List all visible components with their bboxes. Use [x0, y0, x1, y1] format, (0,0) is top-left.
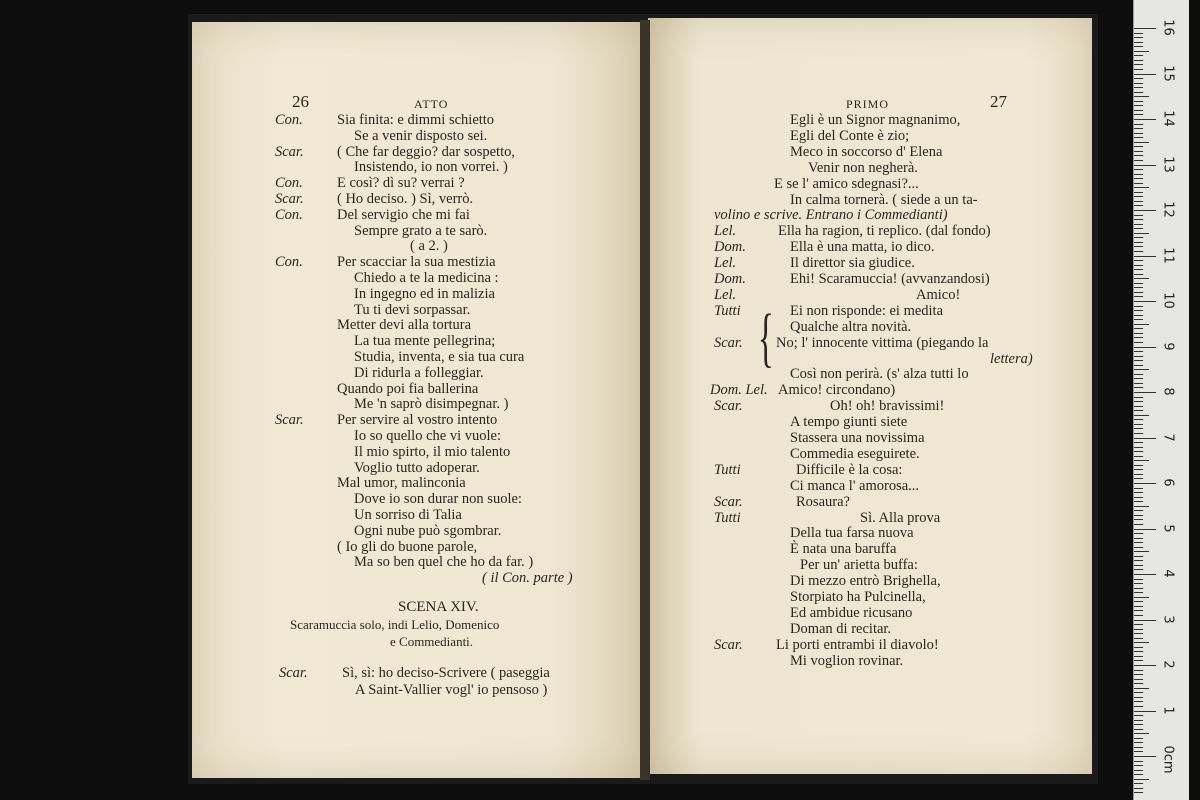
scena-subtitle-2: e Commedianti. — [390, 634, 474, 649]
ruler-tick — [1134, 387, 1143, 388]
ruler-number: 12 — [1160, 201, 1176, 218]
verse-line: volino e scrive. Entrano i Commedianti) — [714, 207, 948, 224]
ruler-tick — [1134, 315, 1143, 316]
speaker-label: Scar. — [714, 493, 743, 510]
ruler-tick — [1134, 310, 1143, 311]
ruler-tick — [1134, 560, 1143, 561]
ruler-tick — [1134, 683, 1143, 684]
verse-line: Per servire al vostro intento — [337, 412, 498, 429]
verse-line: Li porti entrambi il diavolo! — [776, 636, 939, 653]
ruler-tick — [1134, 347, 1156, 348]
ruler-tick — [1134, 742, 1143, 743]
ruler-tick — [1134, 624, 1143, 625]
scena-title: SCENA XIV. — [398, 599, 479, 615]
ruler-tick — [1134, 469, 1143, 470]
verse-line: Amico! — [916, 286, 961, 303]
speaker-label: Dom. — [714, 271, 746, 287]
ruler-tick — [1134, 69, 1143, 70]
ruler-tick — [1134, 205, 1143, 206]
ruler-tick — [1134, 274, 1143, 275]
verse-line: ( Io gli do buone parole, — [337, 538, 478, 555]
ruler-number: 11 — [1160, 246, 1176, 264]
verse-line: Venir non negherà. — [808, 159, 918, 176]
verse-line: Quando poi fia ballerina — [337, 380, 479, 397]
right-page-number: 27 — [990, 92, 1007, 111]
ruler-tick — [1134, 701, 1143, 702]
ruler-number: 5 — [1160, 523, 1176, 533]
ruler-tick — [1134, 92, 1143, 93]
ruler-tick — [1134, 242, 1143, 243]
ruler-tick — [1134, 260, 1143, 261]
ruler-tick — [1134, 51, 1149, 52]
ruler-number: 15 — [1160, 64, 1176, 82]
verse-line: Il mio spirto, il mio talento — [354, 443, 511, 460]
ruler-tick — [1134, 278, 1149, 279]
ruler-tick — [1134, 788, 1143, 789]
ruler-tick — [1134, 128, 1143, 129]
ruler-tick — [1134, 337, 1143, 338]
ruler-tick — [1134, 783, 1143, 784]
ruler-tick — [1134, 342, 1143, 343]
ruler-tick — [1134, 442, 1143, 443]
ruler-tick — [1134, 46, 1143, 47]
ruler-tick — [1134, 488, 1143, 489]
speaker-label: Tutti — [714, 509, 741, 526]
verse-line: Dove io son durar non suole: — [354, 491, 522, 508]
ruler-tick — [1134, 196, 1143, 197]
ruler-tick — [1134, 151, 1143, 152]
verse-line: In calma tornerà. ( siede a un ta- — [790, 191, 978, 208]
ruler-tick — [1134, 219, 1143, 220]
ruler-tick — [1134, 774, 1143, 775]
ruler-tick — [1134, 365, 1143, 366]
ruler-tick — [1134, 283, 1143, 284]
ruler-tick — [1134, 592, 1143, 593]
ruler-tick — [1134, 306, 1143, 307]
verse-line: Io so quello che vi vuole: — [354, 428, 501, 444]
ruler-tick — [1134, 37, 1143, 38]
speaker-label: Con. — [275, 254, 303, 271]
verse-line: Studia, inventa, e sia tua cura — [354, 349, 525, 365]
verse-line: In ingegno ed in malizia — [354, 285, 495, 302]
verse-line: Ogni nube può sgombrar. — [354, 522, 502, 539]
verse-line: Egli è un Signor magnanimo, — [790, 112, 961, 128]
book-gutter — [640, 20, 650, 780]
ruler-tick — [1134, 287, 1143, 288]
ruler-tick — [1134, 114, 1143, 115]
ruler-tick — [1134, 110, 1143, 111]
verse-line: ( a 2. ) — [410, 238, 448, 255]
ruler-tick — [1134, 515, 1143, 516]
verse-line: Ei non risponde: ei medita — [790, 302, 944, 319]
ruler-tick — [1134, 101, 1143, 102]
verse-line: Un sorriso di Talia — [354, 507, 462, 523]
ruler-tick — [1134, 478, 1143, 479]
ruler-tick — [1134, 670, 1143, 671]
ruler-tick — [1134, 28, 1156, 29]
ruler-tick — [1134, 356, 1143, 357]
speaker-label: Lel. — [714, 255, 737, 272]
verse-line: ( Ho deciso. ) Sì, verrò. — [337, 191, 474, 207]
verse-line: Ehi! Scaramuccia! (avvanzandosi) — [790, 271, 990, 287]
ruler-tick — [1134, 456, 1143, 457]
ruler-tick — [1134, 265, 1143, 266]
ruler-tick — [1134, 533, 1143, 534]
ruler-tick — [1134, 178, 1143, 179]
verse-line: Sì, sì: ho deciso-Scrivere ( paseggia — [342, 665, 550, 681]
ruler-tick — [1134, 33, 1143, 34]
verse-line: Amico! circondano) — [778, 382, 896, 399]
ruler-tick — [1134, 42, 1143, 43]
ruler-number: 3 — [1160, 614, 1176, 624]
ruler-tick — [1134, 165, 1156, 166]
speaker-label: Tutti — [714, 302, 741, 319]
verse-line: Mi voglion rovinar. — [790, 652, 904, 669]
ruler-tick — [1134, 124, 1143, 125]
ruler-tick — [1134, 146, 1143, 147]
verse-line: Chiedo a te la medicina : — [354, 270, 499, 286]
ruler-tick — [1134, 647, 1143, 648]
ruler-tick — [1134, 301, 1156, 302]
ruler-tick — [1134, 401, 1143, 402]
ruler-tick — [1134, 651, 1143, 652]
ruler-tick — [1134, 556, 1143, 557]
scena-subtitle-1: Scaramuccia solo, indi Lelio, Domenico — [290, 617, 500, 632]
ruler-tick — [1134, 333, 1143, 334]
verse-line: Così non perirà. (s' alza tutti lo — [790, 366, 969, 383]
verse-line: Sempre grato a te sarò. — [354, 222, 488, 239]
ruler-tick — [1134, 451, 1143, 452]
speaker-label: Con. — [275, 206, 303, 223]
ruler-tick — [1134, 519, 1143, 520]
verse-line: Ella è una matta, io dico. — [790, 239, 935, 256]
verse-line: Sì. Alla prova — [860, 509, 941, 526]
verse-line: Metter devi alla tortura — [337, 317, 472, 334]
ruler-tick — [1134, 78, 1143, 79]
ruler-tick — [1134, 597, 1149, 598]
ruler-tick — [1134, 551, 1149, 552]
verse-line: Qualche altra novità. — [790, 318, 912, 335]
ruler-tick — [1134, 697, 1143, 698]
ruler-tick — [1134, 119, 1156, 120]
ruler-tick — [1134, 246, 1143, 247]
ruler-tick — [1134, 679, 1143, 680]
ruler-tick — [1134, 579, 1143, 580]
ruler-tick — [1134, 64, 1143, 65]
ruler-tick — [1134, 228, 1143, 229]
ruler-tick — [1134, 133, 1143, 134]
ruler-number: 1 — [1160, 705, 1176, 715]
ruler-tick — [1134, 642, 1149, 643]
speaker-label: Lel. — [714, 286, 737, 303]
verse-line: Se a venir disposto sei. — [354, 127, 488, 144]
ruler-tick — [1134, 615, 1143, 616]
ruler-number: 4 — [1160, 569, 1176, 578]
verse-line: Mal umor, malinconia — [337, 475, 466, 492]
ruler-tick — [1134, 779, 1149, 780]
ruler-tick — [1134, 524, 1143, 525]
speaker-label: Scar. — [714, 334, 743, 351]
ruler-tick — [1134, 369, 1149, 370]
verse-line: Voglio tutto adoperar. — [354, 459, 480, 476]
ruler-tick — [1134, 547, 1143, 548]
ruler-tick — [1134, 233, 1149, 234]
ruler-tick — [1134, 155, 1143, 156]
ruler-tick — [1134, 83, 1143, 84]
ruler-tick — [1134, 724, 1143, 725]
ruler-number: 10 — [1160, 292, 1176, 309]
ruler-tick — [1134, 374, 1143, 375]
verse-line: Me 'n saprò disimpegnar. ) — [354, 396, 509, 413]
verse-line: Il direttor sia giudice. — [790, 255, 915, 272]
ruler-tick — [1134, 733, 1149, 734]
ruler-tick — [1134, 529, 1156, 530]
ruler-tick — [1134, 105, 1143, 106]
ruler-tick — [1134, 474, 1143, 475]
ruler-tick — [1134, 751, 1143, 752]
ruler-tick — [1134, 588, 1143, 589]
ruler-tick — [1134, 351, 1143, 352]
ruler-tick — [1134, 720, 1143, 721]
verse-line: Della tua farsa nuova — [790, 525, 914, 542]
verse-line: No; l' innocente vittima (piegando la — [776, 334, 989, 351]
verse-line: A Saint-Vallier vogl' io pensoso ) — [355, 682, 548, 698]
ruler-tick — [1134, 187, 1149, 188]
speaker-label: Con. — [275, 175, 303, 192]
ruler-number: 2 — [1160, 660, 1176, 669]
ruler-tick — [1134, 610, 1143, 611]
ruler-tick — [1134, 256, 1156, 257]
ruler-tick — [1134, 433, 1143, 434]
ruler-tick — [1134, 169, 1143, 170]
speaker-label: Dom. — [714, 239, 746, 256]
verse-line: Per un' arietta buffa: — [800, 557, 918, 574]
ruler-tick — [1134, 319, 1143, 320]
speaker-label: Scar. — [275, 143, 304, 160]
ruler-tick — [1134, 574, 1156, 575]
ruler-tick — [1134, 665, 1156, 666]
ruler-tick — [1134, 201, 1143, 202]
left-page-number: 26 — [292, 92, 309, 111]
ruler-number: 7 — [1160, 432, 1176, 442]
verse-line: ( Che far deggio? dar sospetto, — [337, 143, 515, 160]
ruler-tick — [1134, 60, 1143, 61]
ruler-tick — [1134, 656, 1143, 657]
ruler-tick — [1134, 360, 1143, 361]
speaker-label: Scar. — [275, 191, 304, 207]
verse-line: Doman di recitar. — [790, 620, 892, 637]
ruler-tick — [1134, 729, 1143, 730]
brace-mark: { — [757, 301, 774, 374]
ruler-tick — [1134, 756, 1156, 757]
ruler-tick — [1134, 392, 1156, 393]
verse-line: Di mezzo entrò Brighella, — [790, 573, 941, 590]
verse-line: Tu ti devi sorpassar. — [354, 301, 471, 318]
ruler-tick — [1134, 438, 1156, 439]
ruler-tick — [1134, 415, 1149, 416]
ruler-tick — [1134, 538, 1143, 539]
ruler-tick — [1134, 419, 1143, 420]
verse-line: La tua mente pellegrina; — [354, 333, 496, 350]
ruler-number: 0cm — [1160, 745, 1176, 774]
ruler-tick — [1134, 87, 1143, 88]
verse-line: Per scacciar la sua mestizia — [337, 254, 496, 271]
ruler-tick — [1134, 497, 1143, 498]
ruler-tick — [1134, 638, 1143, 639]
ruler-tick — [1134, 765, 1143, 766]
verse-line: È nata una baruffa — [790, 541, 897, 558]
ruler-tick — [1134, 606, 1143, 607]
ruler-tick — [1134, 747, 1143, 748]
speaker-label: Lel. — [714, 223, 737, 240]
ruler-tick — [1134, 210, 1156, 211]
ruler-number: 13 — [1160, 155, 1176, 173]
ruler-tick — [1134, 406, 1143, 407]
ruler-tick — [1134, 55, 1143, 56]
verse-line: A tempo giunti siete — [790, 414, 908, 431]
verse-line: Difficile è la cosa: — [796, 461, 903, 478]
ruler-tick — [1134, 324, 1149, 325]
speaker-label: Scar. — [275, 412, 304, 429]
ruler-tick — [1134, 215, 1143, 216]
ruler-tick — [1134, 706, 1143, 707]
ruler-tick — [1134, 74, 1156, 75]
ruler-tick — [1134, 174, 1143, 175]
ruler-tick — [1134, 506, 1149, 507]
verse-line: Oh! oh! bravissimi! — [830, 398, 945, 415]
verse-line: Ed ambidue ricusano — [790, 604, 913, 621]
speaker-label: Tutti — [714, 461, 741, 478]
ruler-tick — [1134, 583, 1143, 584]
verse-line: Rosaura? — [796, 493, 850, 510]
speaker-label: Con. — [275, 112, 303, 128]
ruler-tick — [1134, 424, 1143, 425]
ruler-tick — [1134, 620, 1156, 621]
ruler-tick — [1134, 224, 1143, 225]
ruler-tick — [1134, 447, 1143, 448]
verse-line: E se l' amico sdegnasi?... — [774, 175, 919, 192]
ruler-tick — [1134, 629, 1143, 630]
ruler-tick — [1134, 692, 1143, 693]
verse-line: lettera) — [990, 350, 1033, 367]
ruler-tick — [1134, 715, 1143, 716]
ruler-tick — [1134, 660, 1143, 661]
ruler-number: 9 — [1160, 341, 1176, 351]
verse-line: ( il Con. parte ) — [482, 570, 573, 587]
ruler-tick — [1134, 96, 1149, 97]
verse-line: Sia finita: e dimmi schietto — [337, 112, 495, 128]
verse-line: Insistendo, io non vorrei. ) — [354, 159, 508, 176]
verse-line: E così? dì su? verrai ? — [337, 175, 465, 192]
ruler-tick — [1134, 738, 1143, 739]
left-running-head: ATTO — [414, 97, 449, 111]
ruler-tick — [1134, 292, 1143, 293]
ruler-number: 16 — [1160, 19, 1176, 36]
ruler-tick — [1134, 328, 1143, 329]
ruler-tick — [1134, 770, 1143, 771]
right-running-head: PRIMO — [846, 97, 890, 111]
ruler-number: 8 — [1160, 387, 1176, 396]
ruler-tick — [1134, 569, 1143, 570]
ruler-tick — [1134, 492, 1143, 493]
ruler-tick — [1134, 410, 1143, 411]
ruler-tick — [1134, 711, 1156, 712]
ruler-tick — [1134, 542, 1143, 543]
verse-line: Storpiato ha Pulcinella, — [790, 589, 926, 605]
verse-line: Egli del Conte è zio; — [790, 127, 910, 144]
ruler-tick — [1134, 160, 1143, 161]
ruler-tick — [1134, 383, 1143, 384]
ruler-tick — [1134, 601, 1143, 602]
ruler-tick — [1134, 674, 1143, 675]
verse-line: Commedia eseguirete. — [790, 445, 920, 462]
ruler-tick — [1134, 501, 1143, 502]
ruler-tick — [1134, 483, 1156, 484]
ruler-tick — [1134, 761, 1143, 762]
ruler-tick — [1134, 428, 1143, 429]
ruler-tick — [1134, 792, 1143, 793]
verse-line: Ci manca l' amorosa... — [790, 477, 920, 494]
verse-line: Meco in soccorso d' Elena — [790, 143, 943, 160]
verse-line: Ella ha ragion, ti replico. (dal fondo) — [778, 223, 991, 240]
ruler-tick — [1134, 397, 1143, 398]
verse-line: Del servigio che mi fai — [337, 206, 470, 223]
ruler-tick — [1134, 688, 1149, 689]
ruler-tick — [1134, 296, 1143, 297]
ruler-number: 6 — [1160, 478, 1176, 487]
ruler-tick — [1134, 192, 1143, 193]
ruler-tick — [1134, 183, 1143, 184]
verse-line: Ma so ben quel che ho da far. ) — [354, 554, 534, 571]
ruler-tick — [1134, 633, 1143, 634]
measurement-ruler — [1133, 0, 1189, 800]
ruler-tick — [1134, 378, 1143, 379]
verse-line: Di ridurla a folleggiar. — [354, 364, 484, 381]
ruler-tick — [1134, 237, 1143, 238]
ruler-tick — [1134, 251, 1143, 252]
ruler-tick — [1134, 137, 1143, 138]
ruler-tick — [1134, 142, 1149, 143]
ruler-tick — [1134, 510, 1143, 511]
speaker-label: Scar. — [279, 665, 308, 681]
speaker-label: Dom. Lel. — [710, 382, 768, 399]
ruler-tick — [1134, 565, 1143, 566]
ruler-tick — [1134, 465, 1143, 466]
verse-line: Stassera una novissima — [790, 430, 925, 446]
ruler-tick — [1134, 460, 1149, 461]
ruler-tick — [1134, 269, 1143, 270]
ruler-number: 14 — [1160, 110, 1176, 127]
speaker-label: Scar. — [714, 636, 743, 653]
speaker-label: Scar. — [714, 398, 743, 415]
